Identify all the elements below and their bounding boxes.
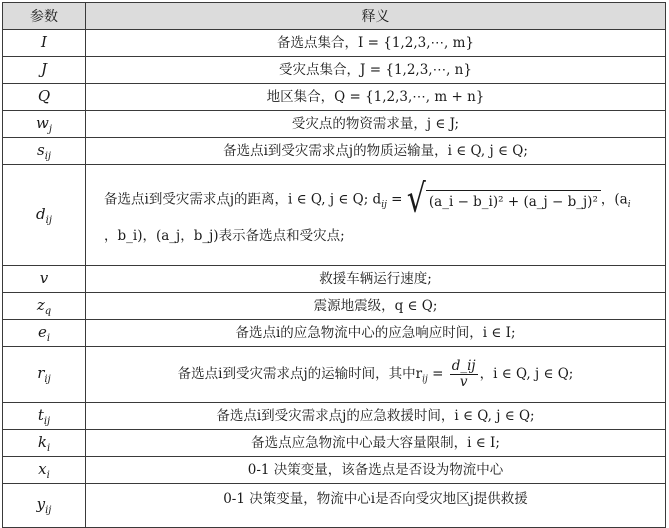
param-definition: 震源地震级，q ∈ Q;	[86, 293, 666, 320]
param-symbol: I	[3, 30, 86, 57]
table-row	[3, 457, 666, 484]
parameter-table	[2, 2, 666, 528]
param-definition: 备选点i到受灾需求点j的应急救援时间，i ∈ Q, j ∈ Q;	[86, 403, 666, 430]
distance-line-2: ，b_i)，(a_j，b_j)表示备选点和受灾点;	[104, 228, 345, 244]
param-definition: 受灾点的物资需求量，j ∈ J;	[86, 111, 666, 138]
table-row	[3, 403, 666, 430]
header-definition: 释义	[86, 3, 666, 30]
header-symbol: 参数	[3, 3, 86, 30]
param-symbol: $t_{ij}$	[3, 403, 86, 430]
table-row	[3, 57, 666, 84]
param-symbol: $r_{ij}$	[3, 347, 86, 403]
param-definition: 0-1 决策变量，物流中心i是否向受灾地区j提供救援	[86, 484, 666, 528]
table-row	[3, 430, 666, 457]
param-definition: 受灾点集合，J = {1,2,3,⋯, n}	[86, 57, 666, 84]
param-definition	[86, 165, 666, 266]
param-definition: 备选点i的应急物流中心的应急响应时间，i ∈ I;	[86, 320, 666, 347]
table-row	[3, 111, 666, 138]
param-definition: 0-1 决策变量，该备选点是否设为物流中心	[86, 457, 666, 484]
distance-formula: (a_i − b_i)² + (a_j − b_j)²	[426, 190, 601, 211]
table-row	[3, 484, 666, 528]
table-row	[3, 266, 666, 293]
param-symbol: $x_i$	[3, 457, 86, 484]
table-row	[3, 138, 666, 165]
param-symbol: $d_{ij}$	[3, 165, 86, 266]
param-symbol: $z_q$	[3, 293, 86, 320]
param-symbol: $y_{ij}$	[3, 484, 86, 528]
param-symbol: J	[3, 57, 86, 84]
table-row	[3, 30, 666, 57]
table-header-row	[3, 3, 666, 30]
param-symbol: $s_{ij}$	[3, 138, 86, 165]
param-definition: 救援车辆运行速度;	[86, 266, 666, 293]
param-definition: 备选点集合，I = {1,2,3,⋯, m}	[86, 30, 666, 57]
param-definition: 备选点i到受灾需求点j的运输时间，其中$r_{ij}$ = $\frac{d\_ij}{v}$ ，i ∈ Q, j ∈ Q;	[86, 347, 666, 403]
param-definition: 备选点应急物流中心最大容量限制，i ∈ I;	[86, 430, 666, 457]
param-symbol: v	[3, 266, 86, 293]
param-symbol: $k_i$	[3, 430, 86, 457]
param-symbol: Q	[3, 84, 86, 111]
table-row	[3, 347, 666, 403]
table-row	[3, 320, 666, 347]
distance-line-1: 备选点i到受灾需求点j的距离，i ∈ Q, j ∈ Q; $d_{ij}$ = √ (a_i − b_i)² + (a_j − b_j)² ，($a_i$	[104, 176, 631, 223]
param-definition: 地区集合，Q = {1,2,3,⋯, m + n}	[86, 84, 666, 111]
param-definition: 备选点i到受灾需求点j的物质运输量，i ∈ Q, j ∈ Q;	[86, 138, 666, 165]
table-row	[3, 293, 666, 320]
param-symbol: $w_j$	[3, 111, 86, 138]
param-symbol: $e_i$	[3, 320, 86, 347]
sqrt-symbol: √	[406, 176, 426, 223]
time-fraction: $\frac{d\_ij}{v}$	[451, 358, 476, 390]
table-row	[3, 165, 666, 266]
table-row	[3, 84, 666, 111]
